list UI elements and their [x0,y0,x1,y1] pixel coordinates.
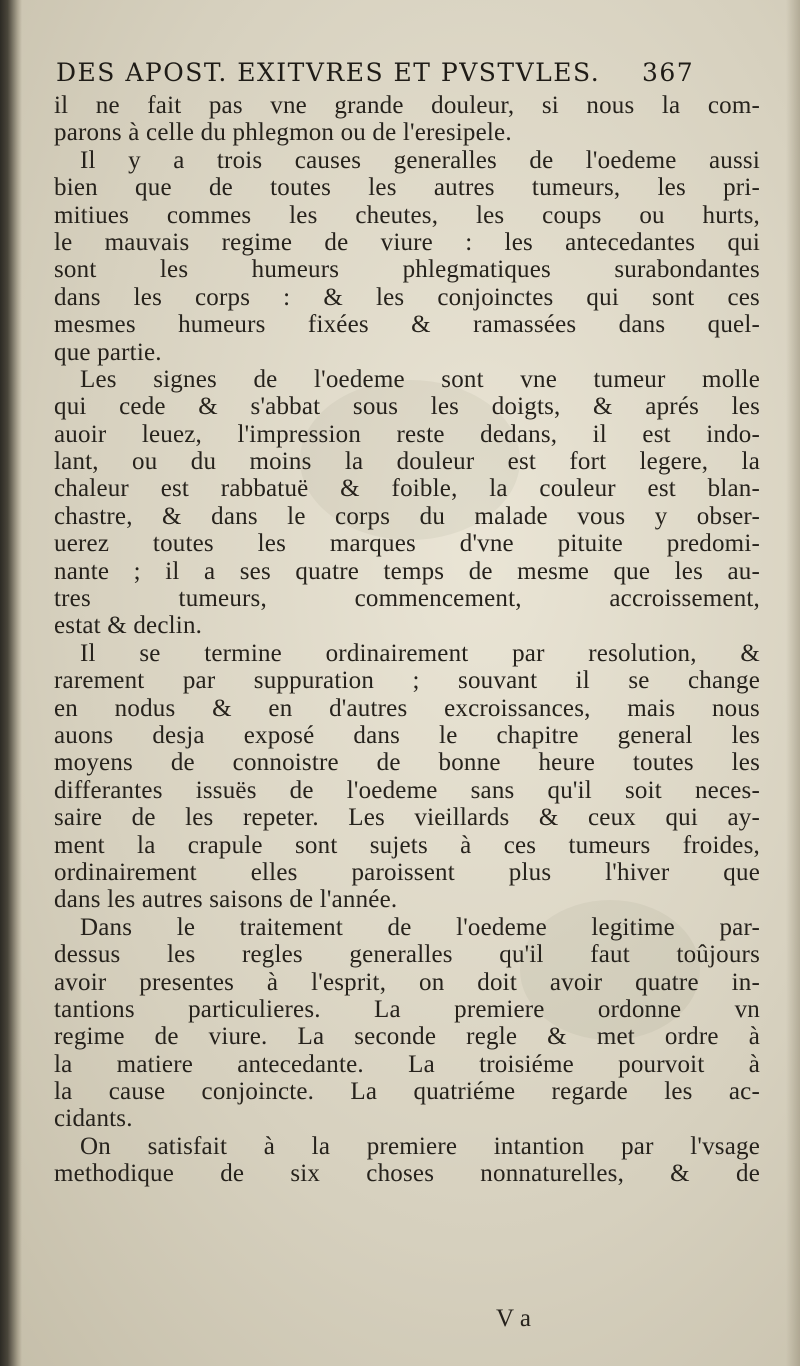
text-line: dessus les regles generalles qu'il faut toûjours [54,941,760,969]
text-line: qui cede & s'abbat sous les doigts, & aprés les [54,393,760,421]
text-line: differantes issuës de l'oedeme sans qu'il soit neces- [54,776,760,804]
text-line: mitiues commes les cheutes, les coups ou hurts, [54,201,760,229]
text-line: la cause conjoincte. La quatriéme regarde les ac- [54,1078,760,1106]
text-line: ment la crapule sont sujets à ces tumeurs froides, [54,831,760,859]
text-line: uerez toutes les marques d'vne pituite predomi- [54,530,760,558]
text-line: regime de viure. La seconde regle & met ordre à [54,1023,760,1051]
text-line: le mauvais regime de viure : les antecedantes qui [54,228,760,256]
text-line: chaleur est rabbatuë & foible, la couleur est blan- [54,475,760,503]
text-line: auons desja exposé dans le chapitre general les [54,721,760,749]
text-line: la matiere antecedante. La troisiéme pourvoit à [54,1050,760,1078]
text-line: moyens de connoistre de bonne heure toutes les [54,749,760,777]
text-line: nante ; il a ses quatre temps de mesme que les au- [54,557,760,585]
text-line: en nodus & en d'autres excroissances, mais nous [54,694,760,722]
text-line: cidants. [54,1105,133,1133]
text-line: estat & declin. [54,612,203,640]
text-line: sont les humeurs phlegmatiques surabondantes [54,256,760,284]
page-edge [786,0,800,1366]
text-line: parons à celle du phlegmon ou de l'eresipele. [54,119,512,147]
page-number: 367 [642,58,695,87]
text-line: methodique de six choses nonnaturelles, & de [54,1160,760,1188]
text-line: On satisfait à la premiere intantion par l'vsage [80,1132,760,1160]
running-title: DES APOST. EXITVRES ET PVSTVLES. [56,58,601,87]
text-line: lant, ou du moins la douleur est fort legere, la [54,448,760,476]
text-line: mesmes humeurs fixées & ramassées dans quel- [54,311,760,339]
text-line: auoir leuez, l'impression reste dedans, il est indo- [54,420,760,448]
catchword: V a [496,1305,531,1332]
text-line: dans les autres saisons de l'année. [54,886,398,914]
text-line: Dans le traitement de l'oedeme legitime par- [80,913,760,941]
text-line: avoir presentes à l'esprit, on doit avoir quatre in- [54,968,760,996]
text-line: tres tumeurs, commencement, accroissement, [54,585,760,613]
text-line: Les signes de l'oedeme sont vne tumeur molle [80,365,760,393]
text-line: Il y a trois causes generalles de l'oedeme aussi [80,146,760,174]
text-line: bien que de toutes les autres tumeurs, les pri- [54,174,760,202]
text-line: Il se termine ordinairement par resolution, & [80,639,760,667]
text-line: chastre, & dans le corps du malade vous y obser- [54,502,760,530]
body-text [54,92,760,1188]
text-line: il ne fait pas vne grande douleur, si nous la com- [54,92,760,119]
text-line: dans les corps : & les conjoinctes qui sont ces [54,283,760,311]
text-line: saire de les repeter. Les vieillards & ceux qui ay- [54,804,760,832]
text-line: ordinairement elles paroissent plus l'hiver que [54,858,760,886]
text-line: tantions particulieres. La premiere ordonne vn [54,995,760,1023]
text-line: rarement par suppuration ; souvant il se change [54,667,760,695]
book-gutter [0,0,22,1366]
text-line: que partie. [54,338,162,366]
